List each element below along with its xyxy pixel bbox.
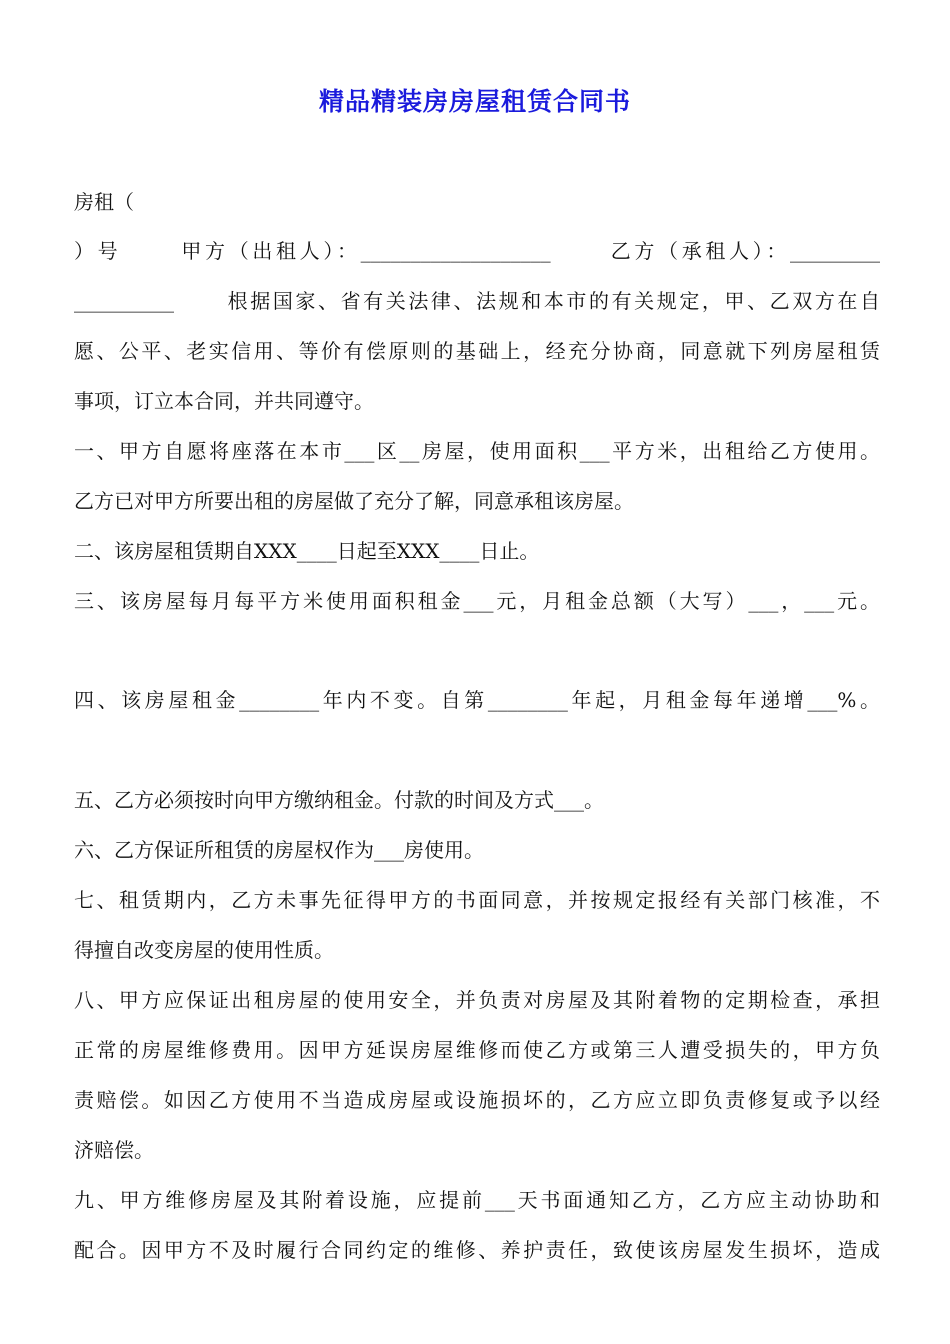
text-line: 四、该房屋租金________年内不变。自第________年起，月租金每年递增___%。 bbox=[74, 688, 880, 712]
text-line: 房租（ bbox=[74, 190, 134, 214]
text-line: __________ 根据国家、省有关法律、法规和本市的有关规定，甲、乙双方在自 bbox=[74, 289, 880, 313]
text-line: 愿、公平、老实信用、等价有偿原则的基础上，经充分协商，同意就下列房屋租赁 bbox=[74, 339, 880, 363]
text-line: 正常的房屋维修费用。因甲方延误房屋维修而使乙方或第三人遭受损失的，甲方负 bbox=[74, 1038, 880, 1062]
text-line: 六、乙方保证所租赁的房屋权作为___房使用。 bbox=[74, 838, 484, 862]
text-line: 配合。因甲方不及时履行合同约定的维修、养护责任，致使该房屋发生损坏，造成 bbox=[74, 1238, 880, 1262]
text-line: 事项，订立本合同，并共同遵守。 bbox=[74, 389, 374, 413]
text-line: 八、甲方应保证出租房屋的使用安全，并负责对房屋及其附着物的定期检查，承担 bbox=[74, 988, 880, 1012]
document-title: 精品精装房房屋租赁合同书 bbox=[318, 87, 631, 116]
text-line: 五、乙方必须按时向甲方缴纳租金。付款的时间及方式___。 bbox=[74, 788, 604, 812]
text-line: 责赔偿。如因乙方使用不当造成房屋或设施损坏的，乙方应立即负责修复或予以经 bbox=[74, 1088, 880, 1112]
text-line: 九、甲方维修房屋及其附着设施，应提前___天书面通知乙方，乙方应主动协助和 bbox=[74, 1188, 880, 1212]
text-line: 得擅自改变房屋的使用性质。 bbox=[74, 938, 334, 962]
text-line: 二、该房屋租赁期自XXX____日起至XXX____日止。 bbox=[74, 539, 540, 563]
text-line: 一、甲方自愿将座落在本市___区__房屋，使用面积___平方米，出租给乙方使用。 bbox=[74, 439, 880, 463]
text-line: 三、该房屋每月每平方米使用面积租金___元，月租金总额（大写）___，___元。 bbox=[74, 589, 880, 613]
text-line: ）号 甲方（出租人）：___________________ 乙方（承租人）：_________ bbox=[74, 239, 880, 263]
text-line: 乙方已对甲方所要出租的房屋做了充分了解，同意承租该房屋。 bbox=[74, 489, 634, 513]
text-line: 七、租赁期内，乙方未事先征得甲方的书面同意，并按规定报经有关部门核准，不 bbox=[74, 888, 880, 912]
text-line: 济赔偿。 bbox=[74, 1138, 154, 1162]
